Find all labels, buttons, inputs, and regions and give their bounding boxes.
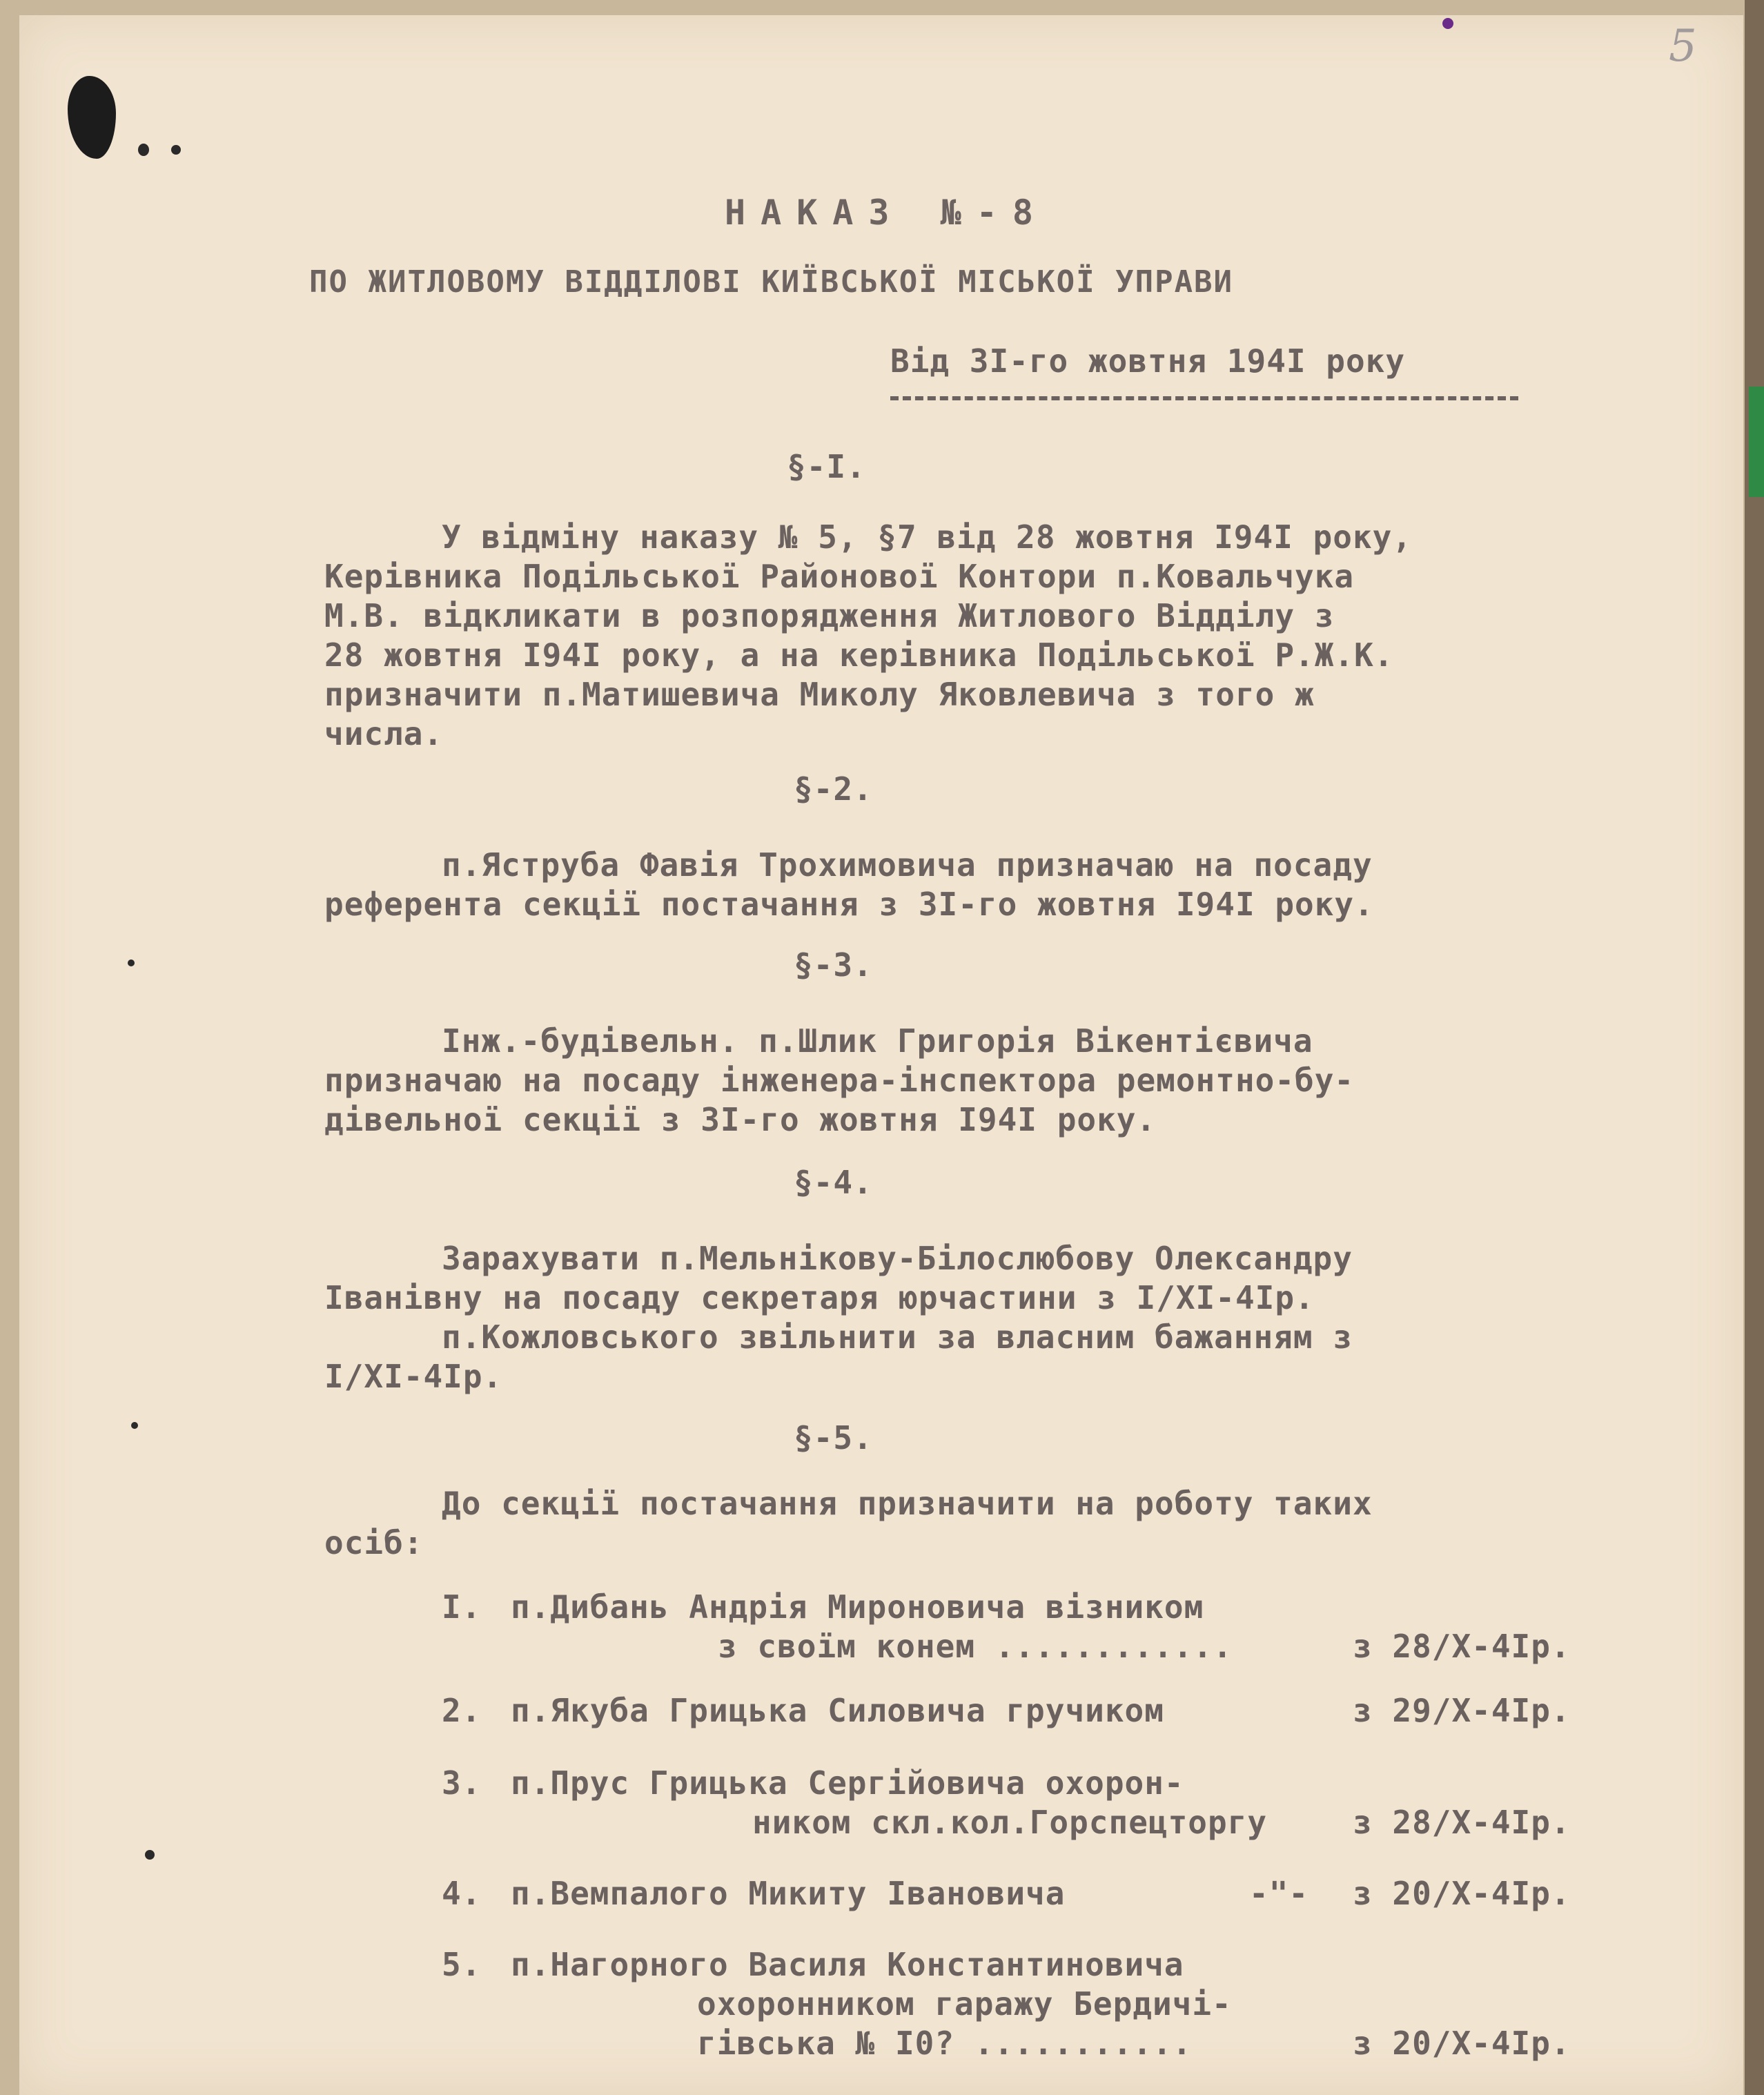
purple-mark bbox=[1442, 18, 1453, 29]
section-4-line: Іванівну на посаду секретаря юрчастини з І/ХІ-4Ір. bbox=[324, 1279, 1315, 1316]
list-item-text: п.Вемпалого Микиту Івановича bbox=[511, 1875, 1066, 1912]
list-item-text: п.Нагорного Василя Константиновича bbox=[511, 1946, 1184, 1983]
list-item-number: І. bbox=[442, 1588, 482, 1626]
ink-speck bbox=[138, 144, 149, 156]
section-mark: §-І. bbox=[787, 448, 866, 485]
ink-speck bbox=[171, 145, 181, 155]
section-5-line: осіб: bbox=[324, 1524, 424, 1561]
list-item-date: з 20/Х-4Ір. bbox=[1353, 1875, 1571, 1912]
section-4-line: п.Кожловського звільнити за власним бажанням з bbox=[442, 1318, 1353, 1356]
section-mark: §-2. bbox=[794, 770, 873, 808]
list-item-text: гівська № І0? ........... bbox=[697, 2025, 1193, 2062]
list-item-text: охоронником гаражу Бердичі- bbox=[697, 1985, 1232, 2023]
list-item-date: з 28/Х-4Ір. bbox=[1353, 1628, 1571, 1665]
section-3-line: призначаю на посаду інженера-інспектора ремонтно-бу- bbox=[324, 1062, 1355, 1099]
section-mark: §-3. bbox=[794, 946, 873, 984]
section-1-line: призначити п.Матишевича Миколу Яковлевича з того ж bbox=[324, 676, 1315, 713]
list-item-text: з своїм конем ............ bbox=[718, 1628, 1233, 1665]
ink-speck bbox=[131, 1422, 138, 1429]
list-item-number: 5. bbox=[442, 1946, 482, 1983]
section-2-line: референта секції постачання з 3І-го жовтня І94І року. bbox=[324, 886, 1374, 923]
list-item-text: п.Якуба Грицька Силовича гручиком bbox=[511, 1692, 1164, 1729]
section-1-line: У відміну наказу № 5, §7 від 28 жовтня І94І року, bbox=[442, 518, 1413, 556]
list-item-number: 2. bbox=[442, 1692, 482, 1729]
section-4-line: І/ХІ-4Ір. bbox=[324, 1358, 503, 1395]
ink-speck bbox=[128, 959, 135, 966]
list-item-text: п.Прус Грицька Сергійовича охорон- bbox=[511, 1764, 1184, 1802]
section-2-line: п.Яструба Фавія Трохимовича призначаю на посаду bbox=[442, 846, 1373, 884]
section-1-line: Керівника Подільської Районової Контори п.Ковальчука bbox=[324, 558, 1355, 595]
page-edge bbox=[1745, 0, 1764, 2095]
section-1-line: М.В. відкликати в розпорядження Житлового Відділу з bbox=[324, 597, 1335, 634]
section-mark: §-4. bbox=[794, 1164, 873, 1201]
section-3-line: дівельної секції з 3І-го жовтня І94І року. bbox=[324, 1101, 1157, 1138]
list-item-text: ником скл.кол.Горспецторгу bbox=[752, 1804, 1268, 1841]
list-item-number: 3. bbox=[442, 1764, 482, 1802]
list-item-date: з 20/Х-4Ір. bbox=[1353, 2025, 1571, 2062]
section-3-line: Інж.-будівельн. п.Шлик Григорія Вікентієвича bbox=[442, 1022, 1313, 1060]
page-number: 5 bbox=[1669, 21, 1697, 72]
ink-speck bbox=[145, 1850, 155, 1860]
list-item-number: 4. bbox=[442, 1875, 482, 1912]
date-underline bbox=[890, 396, 1518, 400]
section-mark: §-5. bbox=[794, 1419, 873, 1456]
section-1-line: числа. bbox=[324, 715, 444, 752]
list-item-ditto: -"- bbox=[1249, 1875, 1309, 1912]
order-date: Від 3І-го жовтня 194І року bbox=[890, 342, 1406, 380]
section-4-line: Зарахувати п.Мельнікову-Білослюбову Олександру bbox=[442, 1240, 1353, 1277]
list-item-date: з 28/Х-4Ір. bbox=[1353, 1804, 1571, 1841]
green-edge-strip bbox=[1749, 387, 1764, 497]
order-subtitle: ПО ЖИТЛОВОМУ ВІДДІЛОВІ КИЇВСЬКОЇ МІСЬКОЇ УПРАВИ bbox=[309, 264, 1234, 300]
section-1-line: 28 жовтня І94І року, а на керівника Подільської Р.Ж.К. bbox=[324, 636, 1394, 674]
list-item-date: з 29/Х-4Ір. bbox=[1353, 1692, 1571, 1729]
section-5-line: До секції постачання призначити на роботу таких bbox=[442, 1485, 1373, 1522]
order-title: НАКАЗ №-8 bbox=[725, 193, 1048, 233]
list-item-text: п.Дибань Андрія Мироновича візником bbox=[511, 1588, 1204, 1626]
